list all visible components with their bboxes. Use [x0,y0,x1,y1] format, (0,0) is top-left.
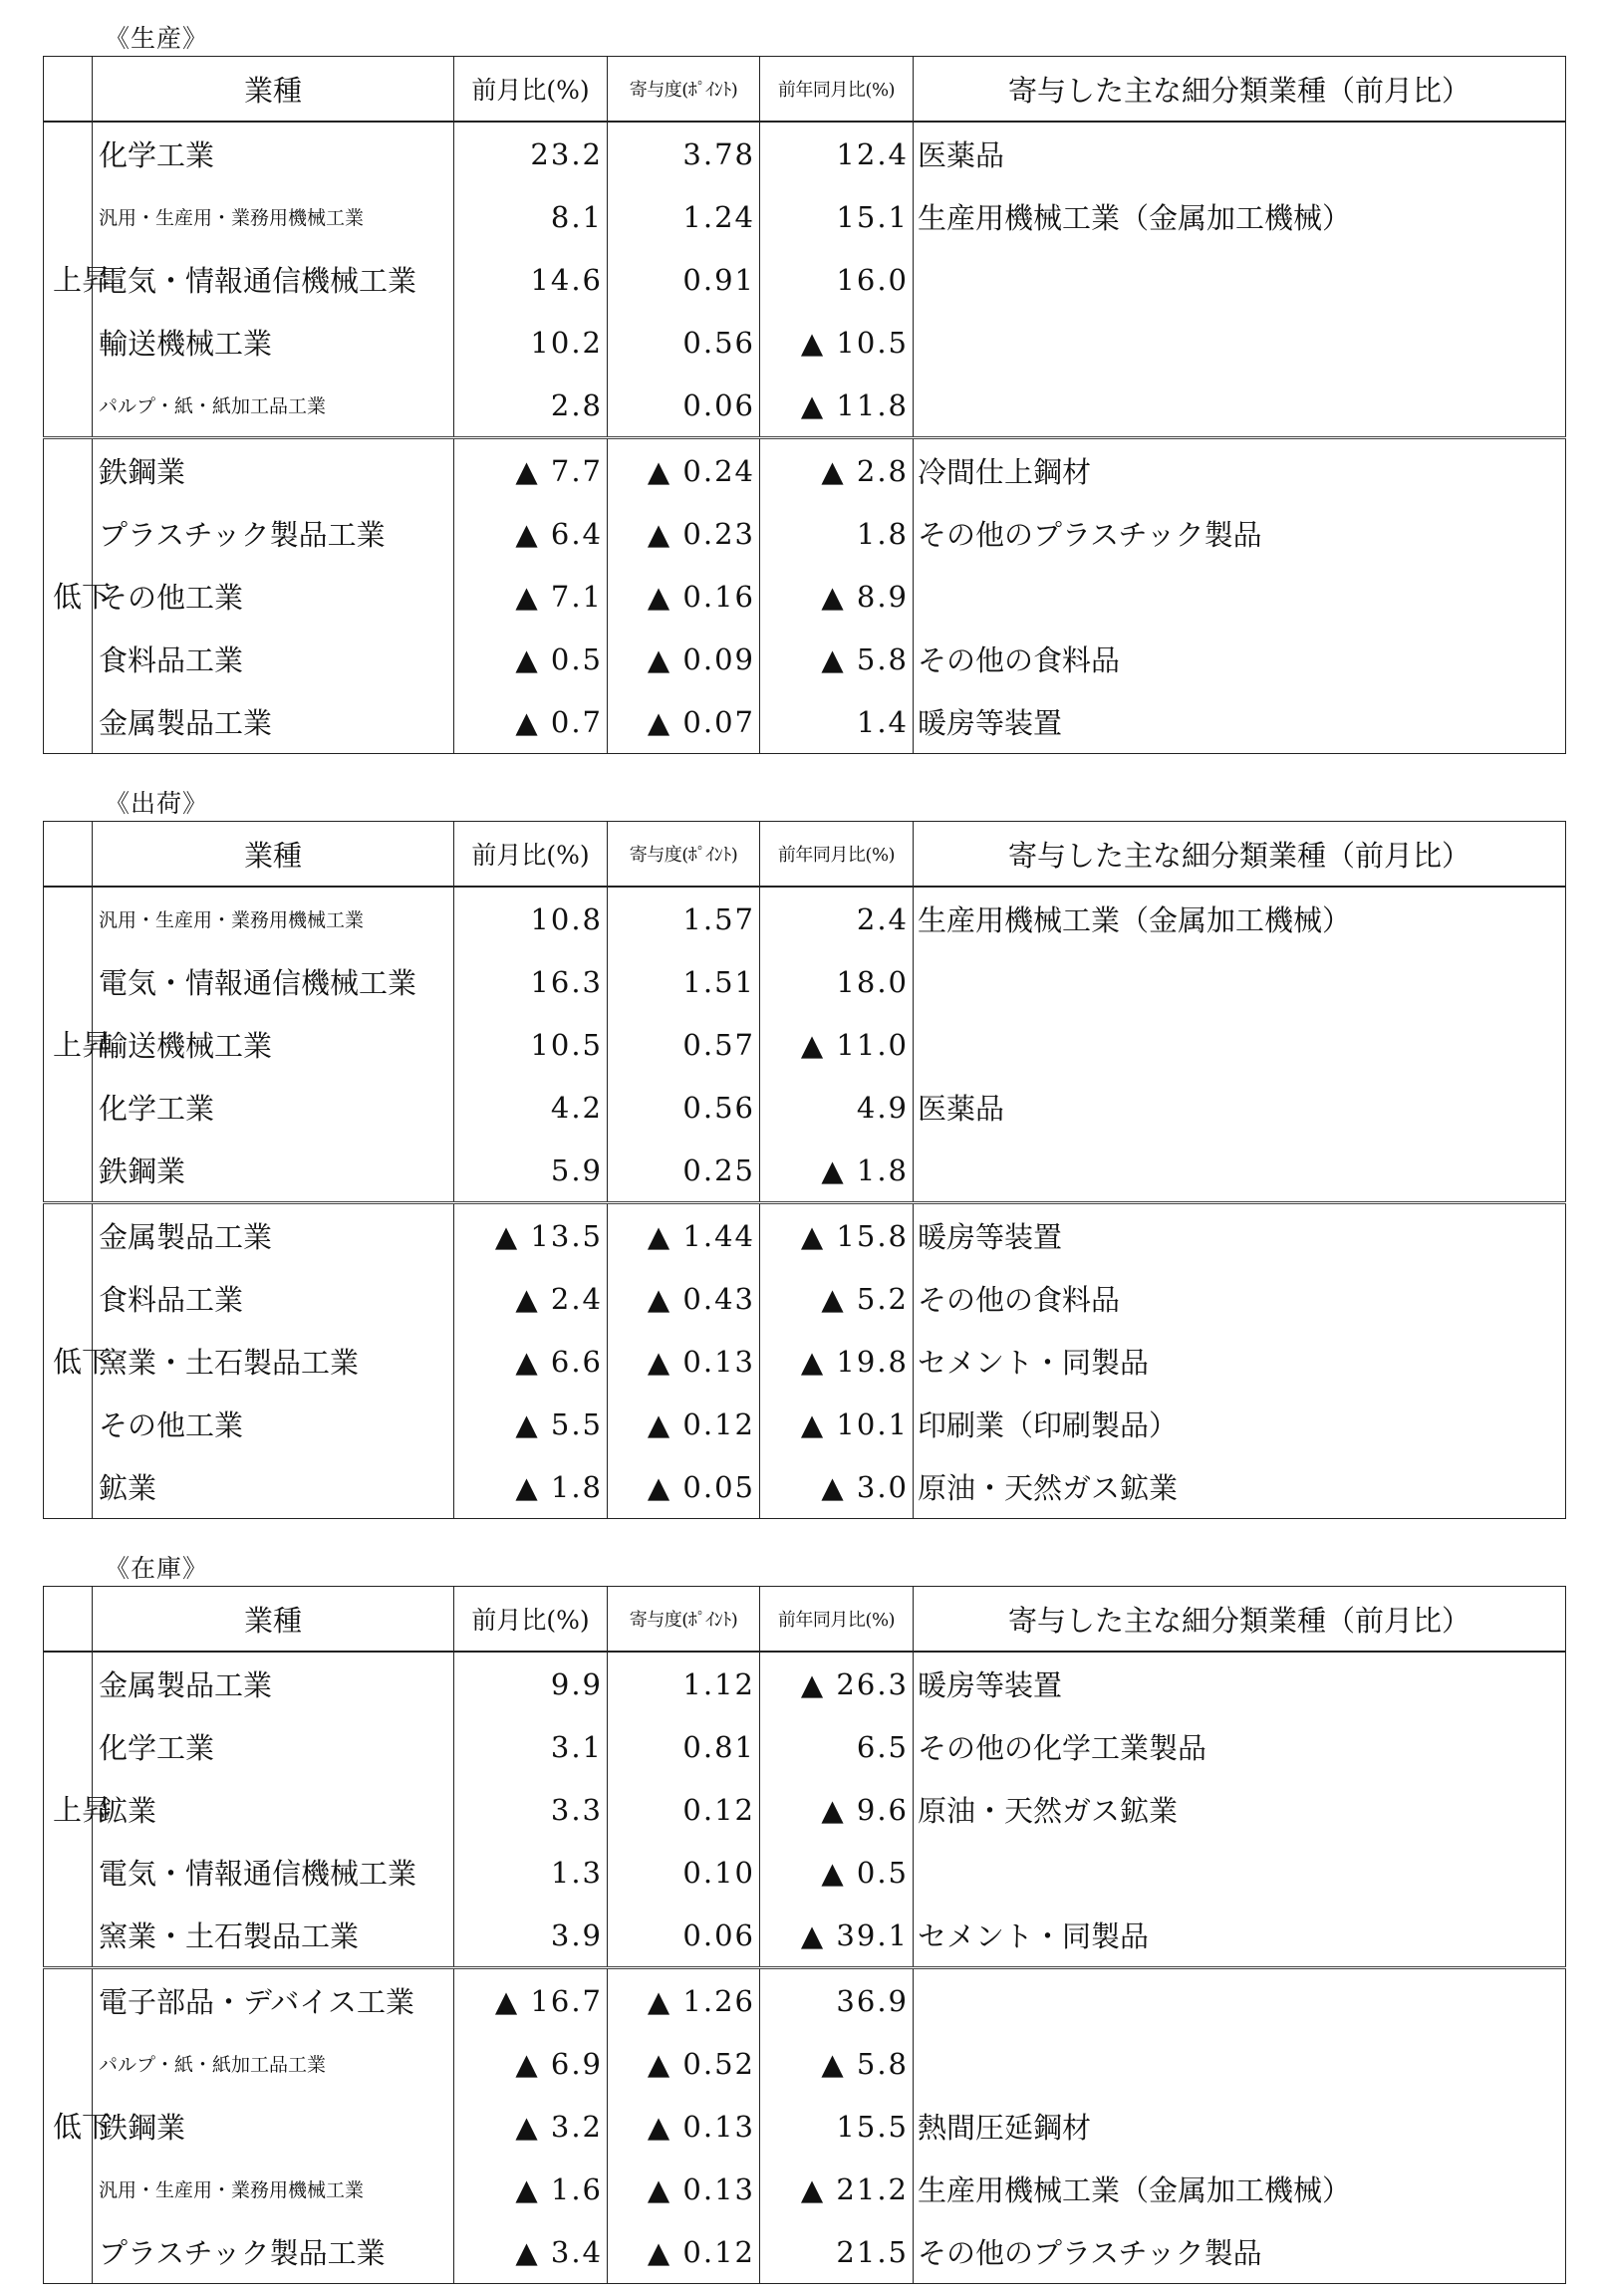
industry-name: 輸送機械工業 [93,1013,454,1076]
group-label-text: 上昇 [53,262,112,297]
mom-value: 8.1 [454,185,608,248]
yoy-value: 15.5 [760,2095,914,2158]
table-row [44,1267,1566,1330]
contribution-value: ▲ 0.16 [608,565,760,628]
yoy-value: 16.0 [760,248,914,311]
yoy-value: 12.4 [760,122,914,185]
table-row [44,1013,1566,1076]
header-yoy: 前年同月比(%) [760,822,914,888]
group-label-text: 低下 [53,579,112,614]
group-label-up [44,887,112,1203]
table-row [44,502,1566,565]
yoy-value: 4.9 [760,1076,914,1139]
table-row [44,1393,1566,1455]
mom-value: ▲ 13.5 [454,1203,608,1268]
table-row [44,438,1566,503]
subcategory-name: セメント・同製品 [914,1904,1566,1968]
contribution-value: 0.56 [608,311,760,374]
yoy-value: 1.8 [760,502,914,565]
group-label-down [44,1968,112,2284]
table-row [44,122,1566,185]
subcategory-name: 生産用機械工業（金属加工機械） [914,887,1566,950]
subcategory-name: その他の食料品 [914,628,1566,690]
industry-table [43,821,1566,1519]
contribution-value: 3.78 [608,122,760,185]
mom-value: ▲ 7.7 [454,438,608,503]
mom-value: 3.1 [454,1715,608,1778]
contribution-value: ▲ 0.43 [608,1267,760,1330]
subcategory-name [914,1968,1566,2033]
contribution-value: ▲ 0.23 [608,502,760,565]
contribution-value: 0.81 [608,1715,760,1778]
yoy-value: ▲ 1.8 [760,1139,914,1203]
table-row [44,1139,1566,1203]
mom-value: ▲ 1.8 [454,1455,608,1519]
yoy-value: ▲ 5.8 [760,2032,914,2095]
subcategory-name: 熱間圧延鋼材 [914,2095,1566,2158]
table-row [44,565,1566,628]
subcategory-name: 医薬品 [914,122,1566,185]
contribution-value: ▲ 0.09 [608,628,760,690]
subcategory-name: 暖房等装置 [914,1203,1566,1268]
mom-value: ▲ 0.5 [454,628,608,690]
subcategory-name: 原油・天然ガス鉱業 [914,1778,1566,1841]
contribution-value: 1.12 [608,1652,760,1715]
table-row [44,185,1566,248]
contribution-value: ▲ 1.26 [608,1968,760,2033]
industry-name: プラスチック製品工業 [93,2220,454,2284]
mom-value: ▲ 3.2 [454,2095,608,2158]
contribution-value: 0.56 [608,1076,760,1139]
group-label-up [44,122,112,438]
header-blank [44,822,93,888]
table-row [44,628,1566,690]
contribution-value: ▲ 0.52 [608,2032,760,2095]
industry-name: 化学工業 [93,1076,454,1139]
header-blank [44,57,93,123]
subcategory-name: その他のプラスチック製品 [914,2220,1566,2284]
contribution-value: 0.10 [608,1841,760,1904]
group-label-up [44,1652,112,1968]
header-row [44,57,1566,123]
table-row [44,1841,1566,1904]
table-row [44,1778,1566,1841]
subcategory-name [914,1139,1566,1203]
mom-value: 2.8 [454,374,608,438]
industry-name: 鉄鋼業 [93,438,454,503]
group-label-text: 上昇 [53,1792,112,1827]
table-row [44,374,1566,438]
yoy-value: ▲ 3.0 [760,1455,914,1519]
subcategory-name: 暖房等装置 [914,1652,1566,1715]
mom-value: 10.2 [454,311,608,374]
table-row [44,1330,1566,1393]
mom-value: 16.3 [454,950,608,1013]
industry-name: 鉱業 [93,1778,454,1841]
header-contribution: 寄与度(ﾎﾟｲﾝﾄ) [608,822,760,888]
table-row [44,1968,1566,2033]
yoy-value: 36.9 [760,1968,914,2033]
contribution-value: ▲ 0.24 [608,438,760,503]
yoy-value: ▲ 10.5 [760,311,914,374]
mom-value: ▲ 3.4 [454,2220,608,2284]
subcategory-name: 原油・天然ガス鉱業 [914,1455,1566,1519]
header-mom: 前月比(%) [454,57,608,123]
industry-name: 鉱業 [93,1455,454,1519]
subcategory-name [914,2032,1566,2095]
subcategory-name: その他の化学工業製品 [914,1715,1566,1778]
yoy-value: ▲ 10.1 [760,1393,914,1455]
industry-name: 化学工業 [93,122,454,185]
industry-name: その他工業 [93,1393,454,1455]
subcategory-name [914,248,1566,311]
yoy-value: ▲ 8.9 [760,565,914,628]
mom-value: ▲ 6.4 [454,502,608,565]
industry-name: 電気・情報通信機械工業 [93,950,454,1013]
mom-value: 3.9 [454,1904,608,1968]
industry-name: 鉄鋼業 [93,2095,454,2158]
contribution-value: ▲ 0.13 [608,1330,760,1393]
industry-name: 化学工業 [93,1715,454,1778]
subcategory-name: 生産用機械工業（金属加工機械） [914,185,1566,248]
mom-value: ▲ 5.5 [454,1393,608,1455]
subcategory-name [914,565,1566,628]
header-industry: 業種 [93,822,454,888]
table-row [44,1203,1566,1268]
contribution-value: 0.91 [608,248,760,311]
industry-name: 金属製品工業 [93,1203,454,1268]
industry-name: 電気・情報通信機械工業 [93,1841,454,1904]
yoy-value: ▲ 19.8 [760,1330,914,1393]
header-industry: 業種 [93,1587,454,1653]
table-row [44,1455,1566,1519]
contribution-value: 1.57 [608,887,760,950]
table-row [44,1715,1566,1778]
table-row [44,2158,1566,2220]
yoy-value: ▲ 9.6 [760,1778,914,1841]
table-row [44,248,1566,311]
yoy-value: 1.4 [760,690,914,754]
table-row [44,1076,1566,1139]
industry-name: 金属製品工業 [93,690,454,754]
yoy-value: ▲ 21.2 [760,2158,914,2220]
yoy-value: ▲ 0.5 [760,1841,914,1904]
group-label-text: 低下 [53,2109,112,2144]
header-blank [44,1587,93,1653]
subcategory-name: 医薬品 [914,1076,1566,1139]
yoy-value: ▲ 39.1 [760,1904,914,1968]
contribution-value: ▲ 0.12 [608,1393,760,1455]
subcategory-name: 冷間仕上鋼材 [914,438,1566,503]
subcategory-name [914,950,1566,1013]
mom-value: ▲ 16.7 [454,1968,608,2033]
contribution-value: ▲ 0.13 [608,2095,760,2158]
table-row [44,950,1566,1013]
subcategory-name: その他のプラスチック製品 [914,502,1566,565]
mom-value: 5.9 [454,1139,608,1203]
industry-name: その他工業 [93,565,454,628]
subcategory-name: 印刷業（印刷製品） [914,1393,1566,1455]
subcategory-name [914,311,1566,374]
mom-value: ▲ 7.1 [454,565,608,628]
industry-name: パルプ・紙・紙加工品工業 [93,2032,454,2095]
subcategory-name: セメント・同製品 [914,1330,1566,1393]
table-row [44,887,1566,950]
contribution-value: 1.51 [608,950,760,1013]
contribution-value: 1.24 [608,185,760,248]
table-row [44,1652,1566,1715]
mom-value: 4.2 [454,1076,608,1139]
section-title: 《生産》 [105,24,209,53]
yoy-value: 6.5 [760,1715,914,1778]
table-row [44,1904,1566,1968]
section-title: 《出荷》 [105,789,209,818]
subcategory-name: 暖房等装置 [914,690,1566,754]
subcategory-name [914,374,1566,438]
industry-name: プラスチック製品工業 [93,502,454,565]
mom-value: ▲ 1.6 [454,2158,608,2220]
industry-table [43,56,1566,754]
header-row [44,1587,1566,1653]
mom-value: 10.8 [454,887,608,950]
industry-name: 金属製品工業 [93,1652,454,1715]
industry-name: 電子部品・デバイス工業 [93,1968,454,2033]
contribution-value: ▲ 0.12 [608,2220,760,2284]
yoy-value: 15.1 [760,185,914,248]
header-yoy: 前年同月比(%) [760,57,914,123]
contribution-value: 0.57 [608,1013,760,1076]
industry-name: 輸送機械工業 [93,311,454,374]
subcategory-name: 生産用機械工業（金属加工機械） [914,2158,1566,2220]
industry-name: 食料品工業 [93,628,454,690]
yoy-value: ▲ 26.3 [760,1652,914,1715]
group-label-text: 上昇 [53,1027,112,1062]
table-row [44,2032,1566,2095]
subcategory-name: その他の食料品 [914,1267,1566,1330]
industry-name: パルプ・紙・紙加工品工業 [93,374,454,438]
contribution-value: 0.06 [608,374,760,438]
mom-value: ▲ 0.7 [454,690,608,754]
industry-name: 電気・情報通信機械工業 [93,248,454,311]
table-row [44,311,1566,374]
yoy-value: ▲ 2.8 [760,438,914,503]
industry-name: 窯業・土石製品工業 [93,1330,454,1393]
industry-name: 窯業・土石製品工業 [93,1904,454,1968]
yoy-value: ▲ 5.2 [760,1267,914,1330]
mom-value: ▲ 6.9 [454,2032,608,2095]
yoy-value: ▲ 15.8 [760,1203,914,1268]
header-subcategory: 寄与した主な細分類業種（前月比） [914,822,1566,888]
industry-table [43,1586,1566,2284]
header-subcategory: 寄与した主な細分類業種（前月比） [914,57,1566,123]
mom-value: 3.3 [454,1778,608,1841]
industry-name: 汎用・生産用・業務用機械工業 [93,185,454,248]
yoy-value: 18.0 [760,950,914,1013]
header-mom: 前月比(%) [454,822,608,888]
mom-value: ▲ 6.6 [454,1330,608,1393]
table-row [44,2095,1566,2158]
mom-value: 9.9 [454,1652,608,1715]
mom-value: 10.5 [454,1013,608,1076]
mom-value: ▲ 2.4 [454,1267,608,1330]
industry-name: 鉄鋼業 [93,1139,454,1203]
yoy-value: ▲ 5.8 [760,628,914,690]
mom-value: 14.6 [454,248,608,311]
contribution-value: ▲ 0.13 [608,2158,760,2220]
contribution-value: ▲ 0.07 [608,690,760,754]
table-row [44,690,1566,754]
header-yoy: 前年同月比(%) [760,1587,914,1653]
group-label-down [44,1203,112,1519]
contribution-value: ▲ 1.44 [608,1203,760,1268]
header-mom: 前月比(%) [454,1587,608,1653]
mom-value: 23.2 [454,122,608,185]
contribution-value: 0.12 [608,1778,760,1841]
subcategory-name [914,1013,1566,1076]
yoy-value: ▲ 11.8 [760,374,914,438]
industry-name: 食料品工業 [93,1267,454,1330]
yoy-value: 2.4 [760,887,914,950]
subcategory-name [914,1841,1566,1904]
table-row [44,2220,1566,2284]
yoy-value: ▲ 11.0 [760,1013,914,1076]
industry-name: 汎用・生産用・業務用機械工業 [93,2158,454,2220]
contribution-value: 0.06 [608,1904,760,1968]
industry-name: 汎用・生産用・業務用機械工業 [93,887,454,950]
group-label-down [44,438,112,754]
section-title: 《在庫》 [105,1554,209,1583]
header-contribution: 寄与度(ﾎﾟｲﾝﾄ) [608,1587,760,1653]
contribution-value: 0.25 [608,1139,760,1203]
header-subcategory: 寄与した主な細分類業種（前月比） [914,1587,1566,1653]
group-label-text: 低下 [53,1344,112,1379]
header-contribution: 寄与度(ﾎﾟｲﾝﾄ) [608,57,760,123]
mom-value: 1.3 [454,1841,608,1904]
contribution-value: ▲ 0.05 [608,1455,760,1519]
header-row [44,822,1566,888]
header-industry: 業種 [93,57,454,123]
yoy-value: 21.5 [760,2220,914,2284]
